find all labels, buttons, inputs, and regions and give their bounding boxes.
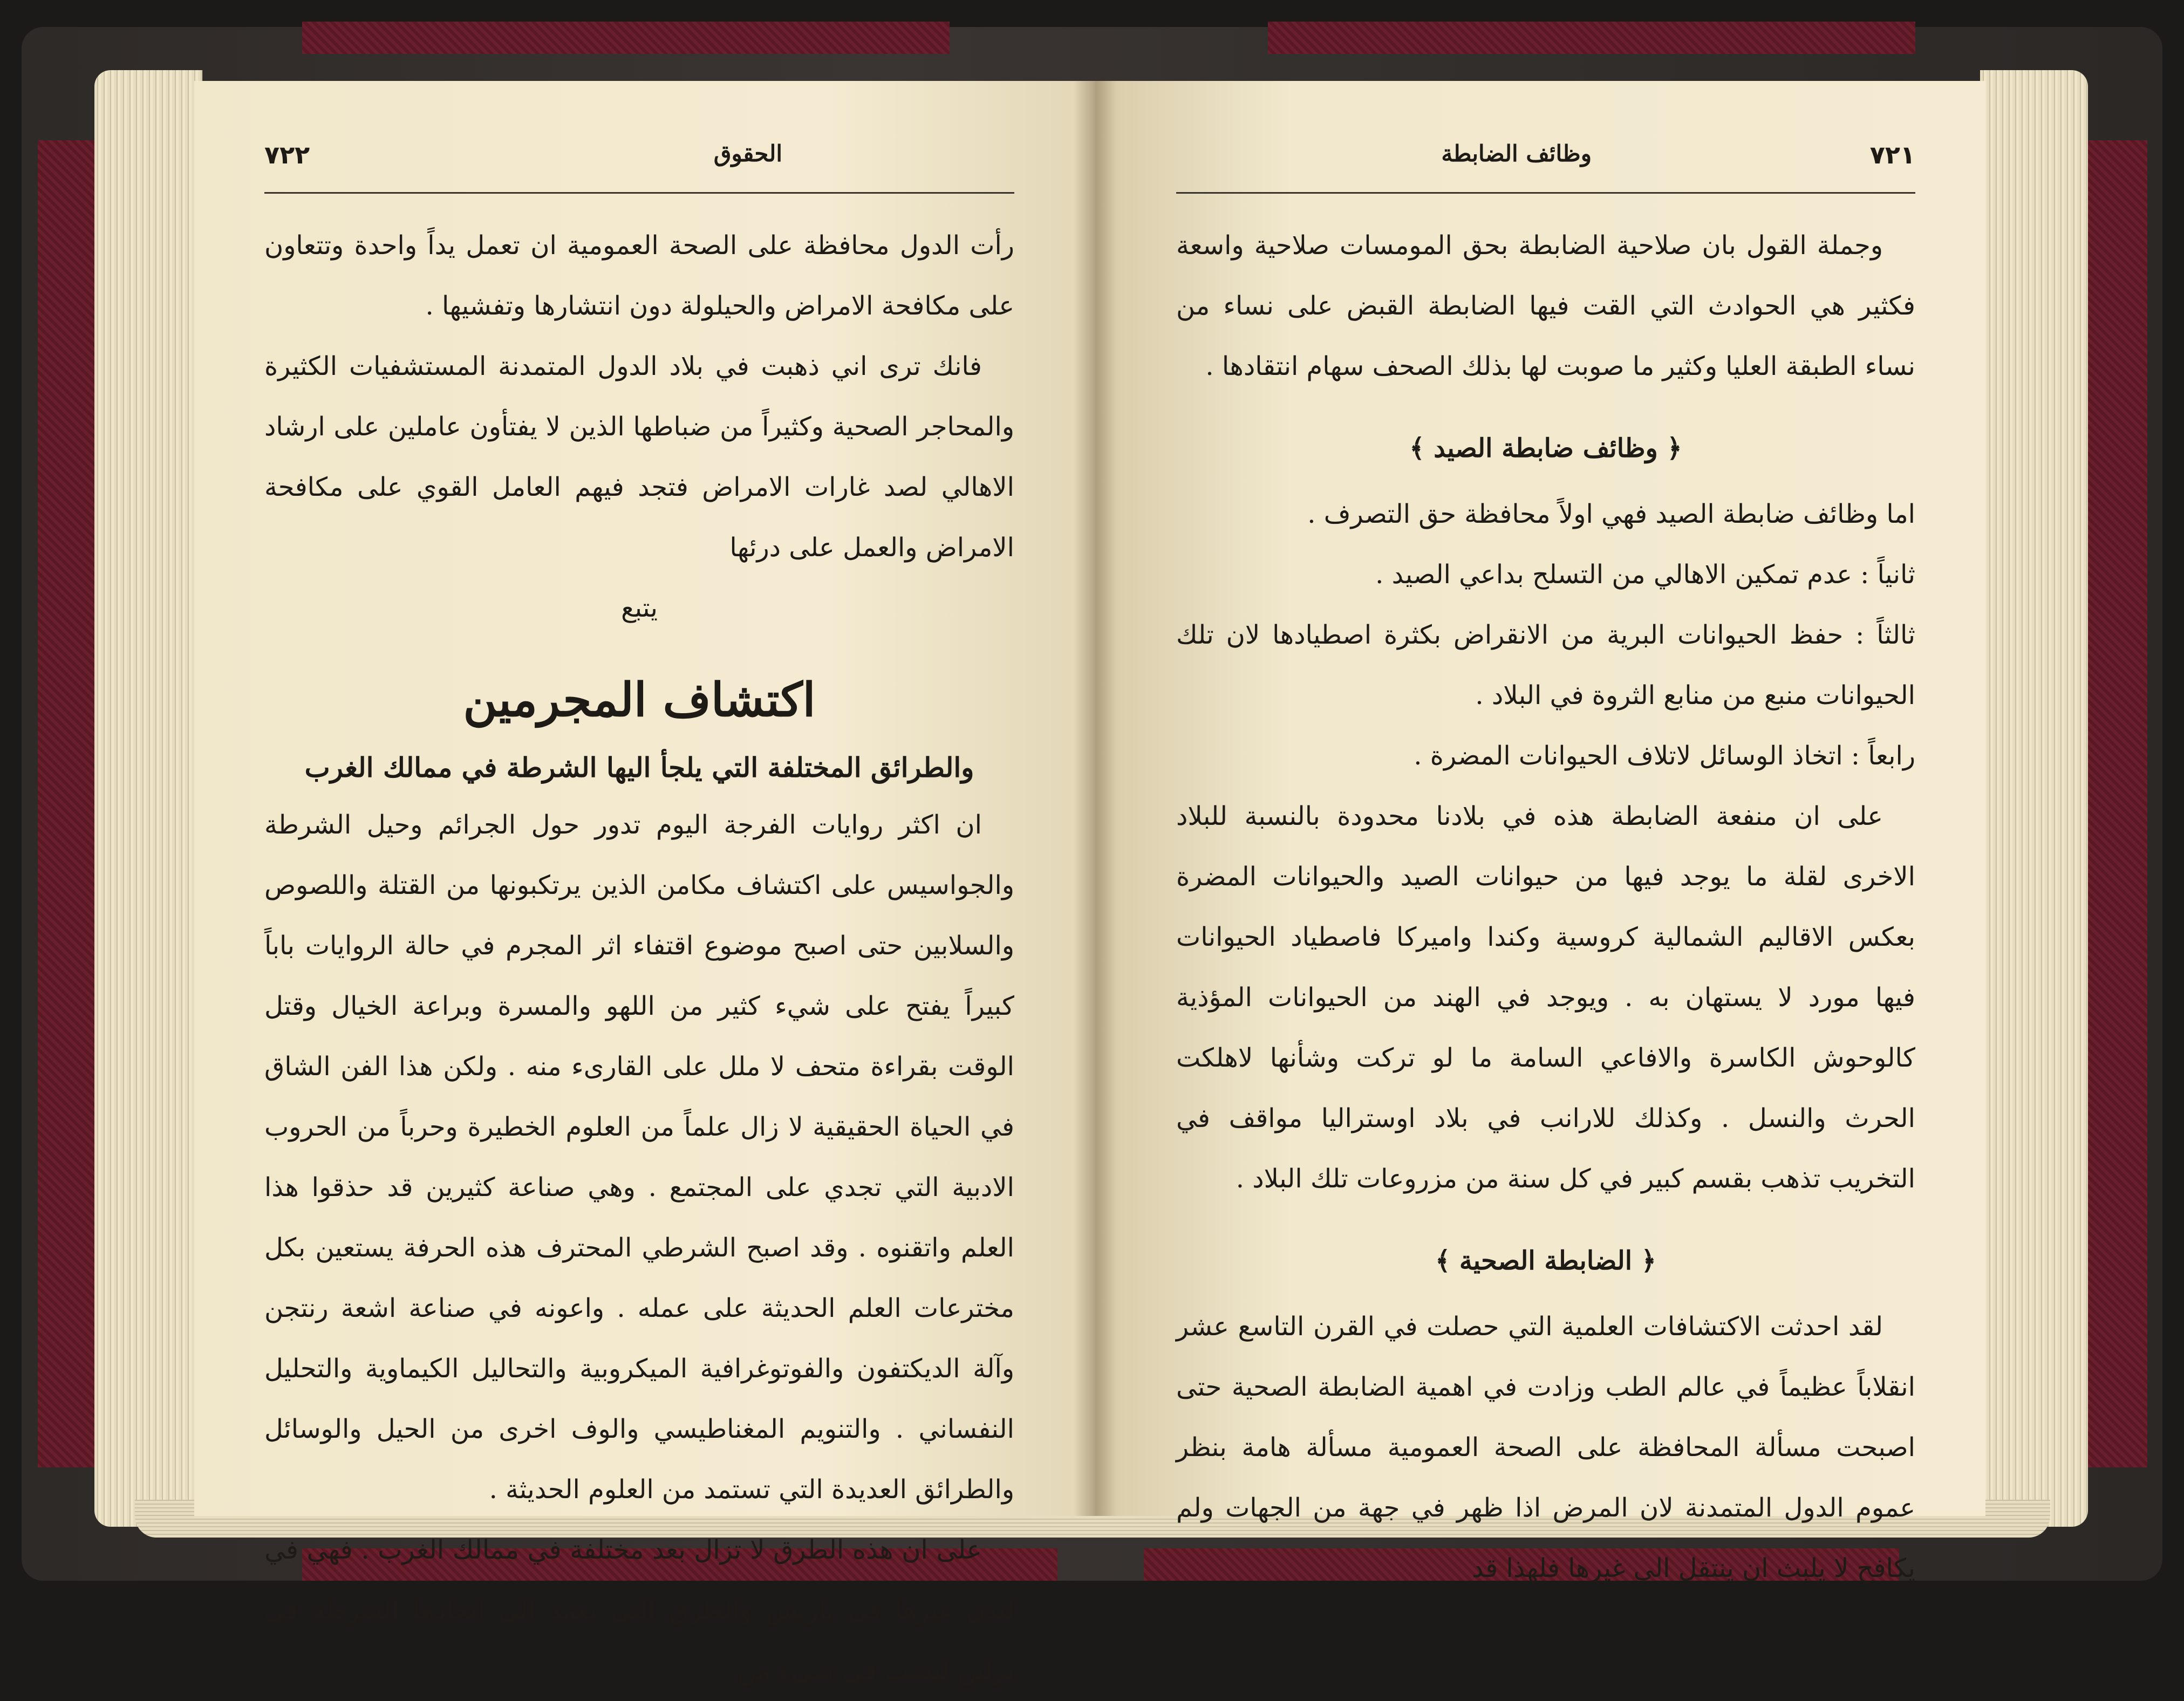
left-paragraph-4: على ان هذه الطرق لا تزال بعد مختلفة في ممالك الغرب . فهي في لندن غيرها في باريس والطرق التي يعمد الى اتخاذها الشرطة في برلين ليست في شيء من — [264, 1535, 1014, 1686]
cover-cloth-right — [2088, 140, 2147, 1467]
right-page — [1095, 81, 1985, 1583]
left-page-header — [264, 140, 1014, 189]
left-page — [194, 81, 1095, 1686]
to-be-continued: يتبع — [621, 593, 658, 623]
right-paragraph-1: وجملة القول بان صلاحية الضابطة بحق المومسات صلاحية واسعة فكثير هي الحوادث التي القت فيها الضابطة القبض على نساء من نساء الطبقة العليا وكثير ما صوبت لها بذلك الصحف سهام انتقادها . — [1176, 230, 1915, 381]
right-page-header — [1176, 140, 1915, 189]
left-header-rule — [264, 192, 1014, 194]
right-paragraph-5: رابعاً : اتخاذ الوسائل لاتلاف الحيوانات المضرة . — [1414, 741, 1915, 771]
right-paragraph-6: على ان منفعة الضابطة هذه في بلادنا محدودة بالنسبة للبلاد الاخرى لقلة ما يوجد فيها من حيوانات الصيد والحيوانات المضرة بعكس الاقاليم الشمالية كروسية وكندا واميركا فاصطياد الحيوانات فيها مورد لا يستهان به . ويوجد في الهند من الحيوانات المؤذية كالوحوش الكاسرة والافاعي السامة ما لو تركت وشأنها لاهلكت الحرث والنسل . وكذلك للارانب في بلاد اوستراليا مواقف في التخريب تذهب بقسم كبير في كل سنة من مزروعات تلك البلاد . — [1176, 801, 1916, 1194]
right-running-title: وظائف الضابطة — [1441, 140, 1592, 167]
page-edges-right — [1980, 70, 2088, 1527]
page-edges-left — [94, 70, 202, 1527]
left-paragraph-3: ان اكثر روايات الفرجة اليوم تدور حول الجرائم وحيل الشرطة والجواسيس على اكتشاف مكامن الذين يرتكبونها من القتلة واللصوص والسلابين حتى اصبح موضوع اقتفاء اثر المجرم في حالة الروايات باباً كبيراً يفتح على شيء كثير من اللهو والمسرة وبراعة الخيال وقتل الوقت بقراءة متحف لا ملل على القارىء منه . ولكن هذا الفن الشاق في الحياة الحقيقية لا زال علماً من العلوم الخطيرة وحرباً من الحروب الادبية التي تجدي على المجتمع . وهي صناعة كثيرين قد حذقوا هذا العلم واتقنوه . وقد اصبح الشرطي المحترف هذه الحرفة يستعين بكل مخترعات العلم الحديثة على عمله . واعونه في صناعة اشعة رنتجن وآلة الديكتفون والفوتوغرافية الميكروبية والتحاليل الكيماوية والتحليل النفساني . والتنويم المغناطيسي والوف اخرى من الحيل والوسائل والطرائق العديدة التي تستمد من العلوم الحديثة . — [264, 810, 1015, 1505]
cover-cloth-top-right — [1268, 22, 1915, 54]
section-heading-hunting-police: ﴿ وظائف ضابطة الصيد ﴾ — [1409, 433, 1682, 463]
right-header-rule — [1176, 192, 1915, 194]
section-heading-health-police: ﴿ الضابطة الصحية ﴾ — [1435, 1246, 1656, 1276]
cover-cloth-top-left — [302, 22, 950, 54]
left-paragraph-2: فانك ترى اني ذهبت في بلاد الدول المتمدنة المستشفيات الكثيرة والمحاجر الصحية وكثيراً من ضباطها الذين لا يفتأون عاملين على ارشاد الاهالي لصد غارات الامراض فتجد فيهم العامل القوي على مكافحة الامراض والعمل على درئها — [264, 351, 1014, 563]
right-paragraph-2: اما وظائف ضابطة الصيد فهي اولاً محافظة حق التصرف . — [1307, 499, 1915, 529]
right-paragraph-3: ثانياً : عدم تمكين الاهالي من التسلح بداعي الصيد . — [1375, 559, 1915, 590]
right-paragraph-7: لقد احدثت الاكتشافات العلمية التي حصلت في القرن التاسع عشر انقلاباً عظيماً في عالم الطب وزادت في اهمية الضابطة الصحية حتى اصبحت مسألة المحافظة على الصحة العمومية مسألة هامة بنظر عموم الدول المتمدنة لان المرض اذا ظهر في جهة من الجهات ولم يكافح لا يلبث ان ينتقل الى غيرها فلهذا قد — [1176, 1311, 1915, 1583]
right-page-number: ٧٢١ — [1869, 140, 1915, 169]
chapter-subtitle: والطرائق المختلفة التي يلجأ اليها الشرطة في ممالك الغرب — [304, 752, 974, 783]
right-paragraph-4: ثالثاً : حفظ الحيوانات البرية من الانقراض بكثرة اصطيادها لان تلك الحيوانات منبع من منابع الثروة في البلاد . — [1176, 620, 1915, 711]
cover-cloth-left — [38, 140, 97, 1467]
chapter-title: اكتشاف المجرمين — [463, 673, 816, 727]
left-paragraph-1: رأت الدول محافظة على الصحة العمومية ان تعمل يداً واحدة وتتعاون على مكافحة الامراض والحيلولة دون انتشارها وتفشيها . — [264, 230, 1014, 321]
book-gutter — [1074, 81, 1117, 1516]
left-running-title: الحقوق — [713, 140, 782, 167]
left-page-number: ٧٢٢ — [264, 140, 310, 169]
